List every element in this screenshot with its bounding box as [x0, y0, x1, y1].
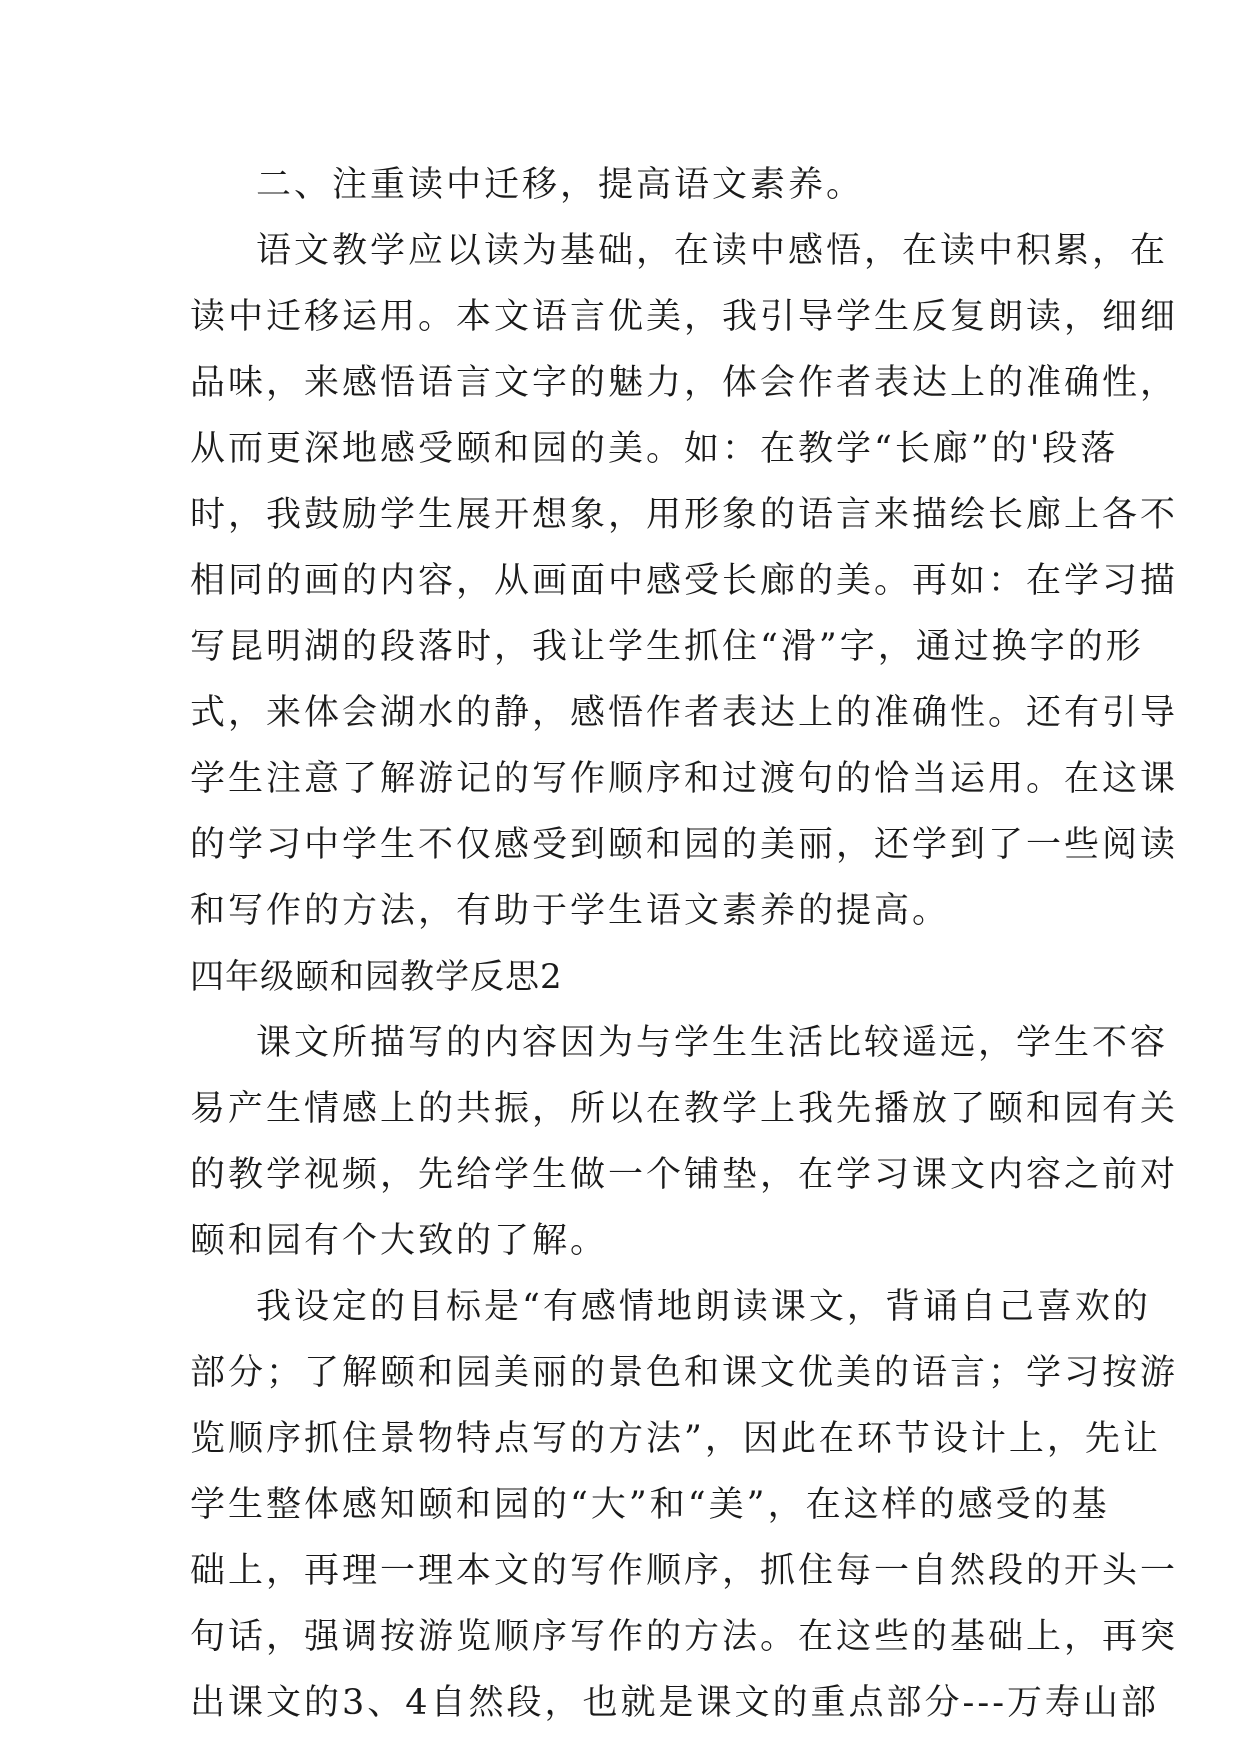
paragraph-reading-transfer — [190, 218, 1179, 944]
paragraph-line: 相同的画的内容，从画面中感受长廊的美。再如：在学习描 — [190, 561, 1179, 601]
paragraph-line: 课文所描写的内容因为与学生生活比较遥远，学生不容 — [256, 1023, 1169, 1063]
paragraph-line: 部分；了解颐和园美丽的景色和课文优美的语言；学习按游 — [190, 1353, 1179, 1393]
paragraph-line: 学生整体感知颐和园的“大”和“美”，在这样的感受的基 — [190, 1485, 1110, 1525]
section-heading: 二、注重读中迁移，提高语文素养。 — [256, 165, 865, 205]
paragraph-line: 写昆明湖的段落时，我让学生抓住“滑”字，通过换字的形 — [190, 627, 1144, 667]
paragraph-line: 出课文的3、4自然段，也就是课文的重点部分---万寿山部 — [190, 1683, 1160, 1723]
paragraph-line: 从而更深地感受颐和园的美。如：在教学“长廊”的'段落 — [190, 429, 1119, 469]
paragraph-line: 学生注意了解游记的写作顺序和过渡句的恰当运用。在这课 — [190, 759, 1179, 799]
paragraph-line: 础上，再理一理本文的写作顺序，抓住每一自然段的开头一 — [190, 1551, 1179, 1591]
paragraph-line: 品味，来感悟语言文字的魅力，体会作者表达上的准确性， — [190, 363, 1179, 403]
paragraph-line: 览顺序抓住景物特点写的方法”，因此在环节设计上，先让 — [190, 1419, 1161, 1459]
paragraph-line: 句话，强调按游览顺序写作的方法。在这些的基础上，再突 — [190, 1617, 1179, 1657]
paragraph-goals — [190, 1274, 1179, 1736]
paragraph-line: 我设定的目标是“有感情地朗读课文，背诵自己喜欢的 — [256, 1287, 1151, 1327]
article-title: 四年级颐和园教学反思2 — [190, 957, 563, 997]
paragraph-intro — [190, 1010, 1179, 1274]
paragraph-line: 颐和园有个大致的了解。 — [190, 1221, 609, 1261]
paragraph-line: 和写作的方法，有助于学生语文素养的提高。 — [190, 891, 951, 931]
paragraph-line: 式，来体会湖水的静，感悟作者表达上的准确性。还有引导 — [190, 693, 1179, 733]
paragraph-line: 易产生情感上的共振，所以在教学上我先播放了颐和园有关 — [190, 1089, 1179, 1129]
paragraph-line: 时，我鼓励学生展开想象，用形象的语言来描绘长廊上各不 — [190, 495, 1179, 535]
paragraph-line: 读中迁移运用。本文语言优美，我引导学生反复朗读，细细 — [190, 297, 1179, 337]
paragraph-line: 语文教学应以读为基础，在读中感悟，在读中积累，在 — [256, 231, 1169, 271]
paragraph-line: 的教学视频，先给学生做一个铺垫，在学习课文内容之前对 — [190, 1155, 1179, 1195]
paragraph-line: 的学习中学生不仅感受到颐和园的美丽，还学到了一些阅读 — [190, 825, 1179, 865]
document-page — [190, 152, 1179, 1736]
